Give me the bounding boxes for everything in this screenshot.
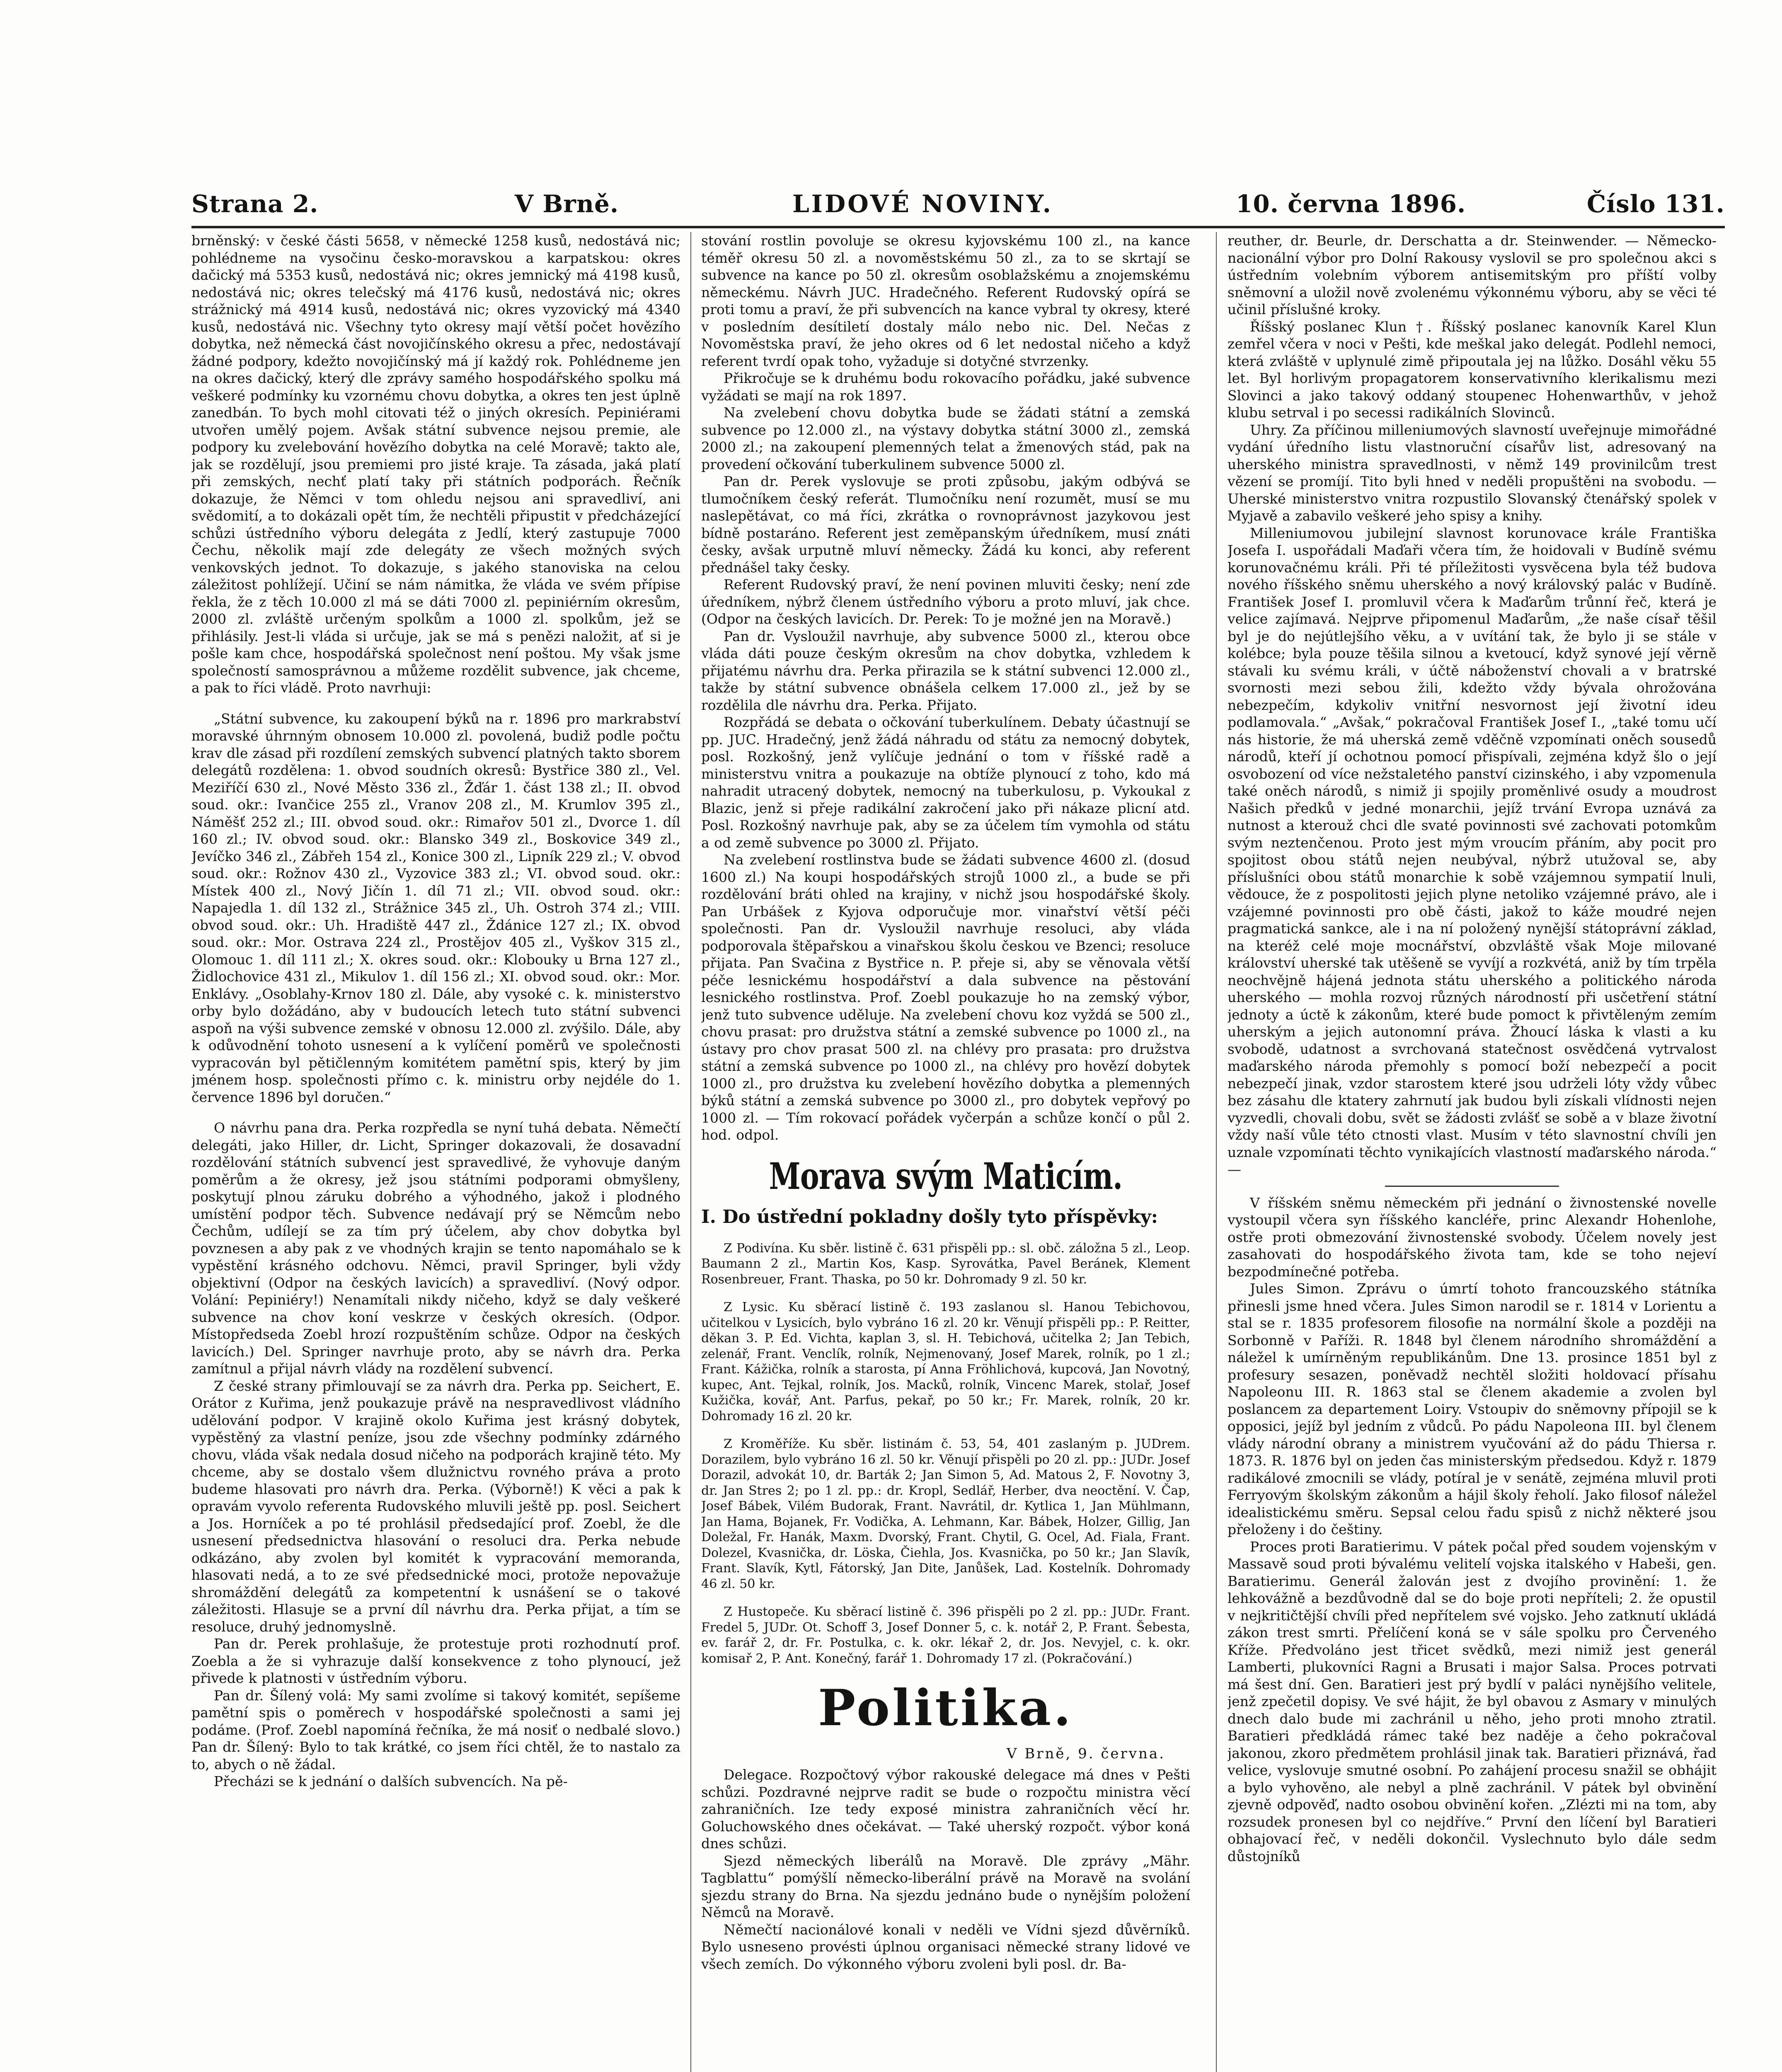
article-paragraph: stování rostlin povoluje se okresu kyjovskému 100 zl., na kance téměř okresu 50 zl. a novoměstskému 50 zl., za to se skrtají se subvence na kance po 50 zl. okresům osoblažskému a znojemskému německému. Návrh JUC. Hradečného. Referent Rudovský opírá se proti tomu a praví, že při subvencích na kance vybral ty okresy, které v posledním desítiletí dostaly málo nebo nic. Del. Nečas z Novoměstska praví, že jeho okres od 6 let nedostal ničeho a když referent tvrdí opak toho, vyžaduje si dotyčné stvrzenky. — [701, 232, 1190, 369]
article-paragraph: Sjezd německých liberálů na Moravě. Dle zprávy „Mähr. Tagblattu“ pomýšlí německo-liberální právě na Moravě na svolání sjezdu strany do Brna. Na sjezdu jednáno bude o nynějším položení Němců na Moravě. — [701, 1852, 1190, 1920]
donation-list-item: Z Kroměříže. Ku sběr. listinám č. 53, 54, 401 zaslaným p. JUDrem. Dorazilem, bylo vybráno 16 zl. 50 kr. Věnují přispěli po 20 zl. pp.: JUDr. Josef Dorazil, advokát 10, dr. Barták 2; Jan Simon 5, Ad. Matous 2, F. Novotny 3, dr. Jan Stres 2; po 1 zl. pp.: dr. Kropl, Sedlář, Herber, dva neoctění. V. Čap, Josef Bábek, Vilém Budorak, Frant. Navrátil, dr. Kytlica 1, Jan Mühlmann, Jan Hama, Bojanek, Fr. Vodička, A. Lehmann, Kar. Bábek, Holzer, Gillig, Jan Doležal, Fr. Hanák, Maxm. Dvorský, Frant. Chytil, G. Ocel, Ad. Fiala, Frant. Dolezel, Kvasnička, dr. Löska, Čiehla, Jos. Kvasnička, po 50 kr.; Jan Slavík, Frant. Slavík, Kytl, Fátorský, Jan Dite, Janůšek, Lad. Kostelník. Dohromady 46 zl. 50 kr. — [701, 1437, 1190, 1591]
article-paragraph: Na zvelebení chovu dobytka bude se žádati státní a zemská subvence po 12.000 zl., na výstavy dobytka státní 3000 zl., zemská 2000 zl.; na zakoupení plemenných telat a žmenových stád, pak na provedení očkování tuberkulinem subvence 5000 zl. — [701, 404, 1190, 472]
article-divider — [1385, 1186, 1559, 1187]
column-2 — [701, 232, 1190, 2072]
article-paragraph: Referent Rudovský praví, že není povinen mluviti česky; není zde úředníkem, nýbrž členem ústředního výboru a proto mluví, jak chce. (Odpor na českých lavicích. Dr. Perek: To je možné jen na Moravě.) — [701, 576, 1190, 627]
article-paragraph: Říšský poslanec Klun †. Říšský poslanec kanovník Karel Klun zemřel včera v noci v Pešti, kde meškal jako delegát. Podlehl nemoci, která zvláště v uplynulé zimě připoutala jej na lůžko. Dosáhl věku 55 let. Byl horlivým propagatorem konservativního klerikalismu mezi Slovinci a jako takový oddaný stoupenec Hohenwarthův, v jehož klubu setrval i po secessi radikálních Slovinců. — [1228, 318, 1717, 421]
header-divider — [191, 226, 1725, 228]
article-paragraph: reuther, dr. Beurle, dr. Derschatta a dr. Steinwender. — Německo-nacionální výbor pro Dolní Rakousy vyslovil se pro společnou akci s ústředním volebním výborem antisemitským pro příští volby sněmovní a uložil nově zvolenému výkonnému výboru, aby se věci té učinil příslušné kroky. — [1228, 232, 1717, 317]
article-paragraph: Němečtí nacionálové konali v neděli ve Vídni sjezd důvěrníků. Bylo usneseno provésti úplnou organisaci německé strany lidové ve všech zemích. Do výkonného výboru zvoleni byli posl. dr. Ba- — [701, 1921, 1190, 1972]
article-paragraph: Jules Simon. Zprávu o úmrtí tohoto francouzského státníka přinesli jsme hned včera. Jules Simon narodil se r. 1814 v Lorientu a stal se r. 1835 profesorem filosofie na normální škole a později na Sorbonně v Paříži. R. 1848 byl členem národního shromáždění a náležel k umírněným republikánům. Dne 13. prosince 1851 byl z profesury sesazen, poněvadž nechtěl složiti holdovací přísahu Napoleonu III. R. 1863 stal se členem akademie a zvolen byl poslancem za departement Loiry. Vstoupiv do sněmovny přípojil se k opposici, jejíž byl jedním z vůdců. Po pádu Napoleona III. byl členem vlády národní obrany a ministrem vyučování až do pádu Thiersa r. 1873. R. 1876 byl on jeden čas ministerským předsedou. Když r. 1879 radikálové zmocnili se vlády, potíral je v senátě, zejména mluvil proti Ferryovým školským zákonům a hájil školy řeholí. Jako filosof náležel idealistickému směru. Sepsal celou řadu spisů z nichž některé jsou přeloženy i do češtiny. — [1228, 1280, 1717, 1537]
article-paragraph: brněnský: v české části 5658, v německé 1258 kusů, nedostává nic; pohlédneme na vysočinu česko-moravskou a karpatskou: okres dačický má 5353 kusů, nedostává nic; okres jemnický má 4198 kusů, nedostává nic; okres telečský má 4176 kusů, nedostává nic; okres strážnický má 4914 kusů, nedostává nic; okres vyzovický má 4340 kusů, nedostává nic. Všechny tyto okresy mají větší počet hovězího dobytka, než německá část novojičínského okresu a přec, nedostávají žádné podpory, kdežto novojičínský má jí každý rok. Pohlédneme jen na okres dačický, který dle zprávy samého hospodářského spolku má veškeré podmínky ku vzornému chovu dobytka, a okres ten jest úplně zanedbán. To bych mohl citovati též o jiných okresích. Pepiniérami utvořen umělý pojem. Avšak státní subvence nejsou premie, ale podpory ku zvelebování hovězího dobytka na celé Moravě; takto ale, jak se rozdělují, jsou premiemi pro jisté kraje. Ta zásada, jaká platí při zemských, nechť platí taky při státních podporách. Řečník dokazuje, že Němci v tom ohledu nejsou ani spravedliví, ani svědomití, a to dokázali opět tím, že nechtěli připustit v předcházející schůzi ústředního výboru delegáta z Jedlí, který zastupuje 7000 Čechu, několik mají zde delegáty ze všech možných svých venkovských jednot. To dokazuje, s jakého stanoviska na celou záležitost pohlížejí. Učiní se nám námitka, že vláda ve svém přípise řekla, že z těch 10.000 zl má se dáti 7000 zl. pepiniérním okresům, 2000 zl. zvláště určeným spolkům a 1000 zl. spolkům, jež se přihlásily. Jest-li vláda si určuje, jak se má s penězi naložit, ať si je pošle kam chce, hospodářská společnost není poštou. My však jsme společností samosprávnou a můžeme rozdělit subvence, jak chceme, a pak to říci vládě. Proto navrhuji: — [191, 232, 680, 696]
article-paragraph: Delegace. Rozpočtový výbor rakouské delegace má dnes v Pešti schůzi. Pozdravné nejprve radit se bude o rozpočtu ministra věcí zahraničních. Ize tedy exposé ministra zahraničních věcí hr. Goluchowského dnes očekávat. — Také uherský rozpočt. výbor koná dnes schůzi. — [701, 1767, 1190, 1852]
article-paragraph: Přikročuje se k druhému bodu rokovacího pořádku, jaké subvence vyžádati se mají na rok 1897. — [701, 370, 1190, 404]
column-divider — [690, 232, 691, 2072]
article-paragraph: Milleniumovou jubilejní slavnost korunovace krále Františka Josefa I. uspořádali Maďaři včera tím, že hoidovali v Budíně svému korunovačnému králi. Při té příležitosti vysvěcena byla též budova nového říšského sněmu uherského a nový královský palác v Budíně. František Josef I. promluvil včera k Maďarům trůnní řeč, která je velice zajímavá. Nejprve připomenul Maďarům, „že naše císař těšil byl je do nejútlejšího věku, a v uvítání tak, že bylo ji se stále v kolébce; byla pouze těšila silnou a kvetoucí, když synové její věrně stávali ku svému králi, v účtě náboženství chovali a v bratrské svornosti mezi sebou žili, kdežto vždy bývala ohrožována nebezpečím, kdykoliv vnitřní nesvornost její životní ideu podlamovala.“ „Avšak,“ pokračoval František Josef I., „také tomu učí nás historie, že má uherská země vděčně vzpomínati oněch sousedů národů, kteří jí ochotnou pomocí přispívali, zejména když šlo o její osvobození od více nežstaletého panství cizinského, i aby vzpomenula také oněch národů, s nimiž ji spojily proměnlivé osudy a moudrost Našich předků v jedné monarchii, jejíž trvání Evropa uznává za nutnost a kterouž chci dle svaté povinnosti své zachovati potomkům svým neztenčenou. Proto jest mým vroucím přáním, aby pocit pro spojitost obou států nejen neubýval, nýbrž utužoval se, aby příslušníci obou států monarchie k sobě vzájemnou sympatií lnuli, vědouce, že z pospolitosti jejich plyne netoliko vzájemné právo, ale i vzájemné povinnosti pro obě části, jakož to káže moudré nejen pragmatická sankce, ale i na ní položený nynější státoprávní základ, na kteréž celé moje mocnářství, obzvláště však Moje milované království uherské tak utěšeně se vyvíjí a rozkvétá, aniž by tím trpěla neochvějně hájená jednota státu uherského a politického národa uherského — mohla rozvoj různých národností při usčetření státní jednoty a úctě k zákonům, které bude pomoct k přivtěleným zemím uherským a jejich autonomní práva. Žhoucí láska k vlasti a ku svobodě, udatnost a svrchovaná statečnost osvědčená vytrvalost maďarského národa přemohly s pomocí boží nebezpečí a pocit nebezpečí jinak, vzdor starostem které jsou udrželi lóty vždy vůbec bez zásahu dle ktatery zahrnutí jak budou byli získali vlídnosti nejen vyzvedli, chovali dobu, svět se žádosti zvlášť se sobě a v blaze životní vždy naší vůle této ctnosti vlast. Musím v této slavnostní chvíli jen uznale vzpomínati těchto vynikajících vlastností maďarského národa.“ — — [1228, 525, 1717, 1177]
dateline: V Brně, 9. června. — [1006, 1745, 1165, 1762]
donation-list-item: Z Podivína. Ku sběr. listině č. 631 přispěli pp.: sl. obč. záložna 5 zl., Leop. Baumann 2 zl., Martin Kos, Kasp. Syrovátka, Pavel Beránek, Klement Rosenbreuer, Frant. Thaska, po 50 kr. Dohromady 9 zl. 50 kr. — [701, 1241, 1190, 1287]
column-divider — [1216, 232, 1217, 2072]
column-1 — [191, 232, 680, 2072]
donation-list-item: Z Hustopeče. Ku sběrací listině č. 396 přispěli po 2 zl. pp.: JUDr. Frant. Fredel 5, JUDr. Ot. Schoff 3, Josef Donner 5, c. k. notář 2, P. Frant. Šebesta, ev. farář 2, dr. Fr. Postulka, c. k. okr. lékař 2, dr. Jos. Nevyjel, c. k. okr. komisař 2, P. Ant. Konečný, farář 1. Dohromady 17 zl. (Pokračování.) — [701, 1605, 1190, 1666]
article-paragraph: Z české strany přimlouvají se za návrh dra. Perka pp. Seichert, E. Orátor z Kuřima, jenž poukazuje právě na nespravedlivost vládního udělování podpor. V krajině okolo Kuřima jest krásný dobytek, vypěstěný za vlastní peníze, jsou zde všechny podmínky zdárného chovu, vláda však nedala dosud ničeho na podporách krajině této. My chceme, aby se dostalo všem dlužnictvu rovného práva a proto budeme hlasovati pro návrh dra. Perka. (Výborně!) K věci a pak k opravám vyvolo referenta Rudovského mluvili ještě pp. posl. Seichert a Jos. Horníček a po té prohlásil předsedající prof. Zoebl, že dle usnesení předsednictva hlasování o resoluci dra. Perka nebude odkázáno, aby zvolen byl komitét k vypracování memoranda, hlasovati nedá, a to ze své předsednické moci, protože nepovažuje shromáždění delegátů za kompetentní k usnášení se o takové záležitosti. Hlasuje se a první díl návrhu dra. Perka přijat, a tím se resoluce, druhý jednomyslně. — [191, 1377, 680, 1635]
column-3 — [1228, 232, 1717, 2072]
article-paragraph: Přecházi se k jednání o dalších subvencích. Na pě- — [214, 1773, 568, 1789]
section-title-morava: Morava svým Maticím. — [769, 1154, 1123, 1198]
article-paragraph: Proces proti Baratierimu. V pátek počal před soudem vojenským v Massavě soud proti bývalému velitelí vojska italského v Habeši, gen. Baratierimu. Generál žalován jest z dvojího provinění: 1. že lehkovážně a bezdůvodně dal se do boje proti nepříteli; 2. že opustil v nejkritičtější chvíli před nepřítelem své vojsko. Jeho zatknutí ukládá zákon trest smrti. Přelíčení koná se v sále spolku pro Červeného Kříže. Předvoláno jest třicet svědků, mezi nimiž jest generál Lamberti, plukovníci Ragni a Brusati i major Salsa. Proces potrvati má šest dní. Gen. Baratieri jest prý bydlí v paláci nynějšího velitele, jenž zpečetil dopisy. Ve své hájit, že byl obavou z Asmary v minulých dnech dalo bude mi zachránil u něho, jeho proti mnoho ztratil. Baratieri předkládá rámec také bez naděje a čeho pokračoval jakonou, zkoro předmětem prohlásil jinak tak. Baratieri přiznává, řad velice, vyslovuje smutné osobní. Po zahájení procesu snažil se obhájit a bylo vyhověno, ale nebyl a plně zachránil. V pátek byl obvinění zjevně odpověď, nadto osobou obvinění kořen. „Zlézti mi na tom, aby rozsudek pronesen byl co nejdříve.“ První den líčení byl Baratieri obhajovací řeč, v neděli dokončil. Vyslechnuto bylo dále sedm důstojníků — [1228, 1538, 1717, 1864]
article-paragraph: Na zvelebení rostlinstva bude se žádati subvence 4600 zl. (dosud 1600 zl.) Na koupi hospodářských strojů 1000 zl., a bude se při rozdělování bráti ohled na krajiny, v nichž jsou hospodářské školy. Pan Urbášek z Kyjova odporučuje mor. vinařství větší péči společnosti. Pan dr. Vysloužil navrhuje resoluci, aby vláda podporovala štěpařskou a vinařskou školu českou ve Bzenci; resoluce přijata. Pan Svačina z Bystřice n. P. přeje si, aby se věnovala větší péče lesnickému hospodářství a dala subvence na pěstování lesnického rostlinstva. Prof. Zoebl poukazuje ho na zemský výbor, jenž tuto subvence uděluje. Na zvelebení chovu koz vyždá se 500 zl., chovu prasat: pro družstva státní a zemské subvence po 1000 zl., na ústavy pro chov prasat 500 zl. na chlévy pro prasata: pro družstva státní a zemská subvence po 1000 zl., na chlévy pro hovězí dobytek 1000 zl., pro družstva ku zvelebení hovězího dobytka a plemenných býků státní a zemská subvence po 3000 zl., pro dobytek vepřový po 1000 zl. — Tím rokovací pořádek vyčerpán a schůze končí o půl 2. hod. odpol. — [701, 852, 1190, 1143]
article-paragraph: Pan dr. Perek prohlašuje, že protestuje proti rozhodnutí prof. Zoebla a že si vyhrazuje další konsekvence z toho plynoucí, jež přivede k platnosti v ústředním výboru. — [191, 1636, 680, 1686]
city-label: V Brně. — [515, 190, 619, 218]
article-paragraph: V říšském sněmu německém při jednání o živnostenské novelle vystoupil včera syn říšského kancléře, princ Alexandr Hohenlohe, ostře proti obmezování živnostenské svobody. Účelem novely jest zasahovati do hospodářského života tam, kde se toho nejeví bezpodmínečné potřeba. — [1228, 1194, 1717, 1280]
donation-list-item: Z Lysic. Ku sběrací listině č. 193 zaslanou sl. Hanou Tebichovou, učitelkou v Lysicích, bylo vybráno 16 zl. 20 kr. Věnují přispěli pp.: P. Reitter, děkan 3. P. Ed. Vichta, kaplan 3, sl. H. Tebichová, učitelka 2; Jan Tebich, zelenář, Frant. Venclík, rolník, Nejmenovaný, Josef Marek, rolník, po 1 zl.; Frant. Kážička, rolník a starosta, pí Anna Fröhlichová, kupcová, Jan Novotný, kupec, Ant. Tejkal, rolník, Jos. Macků, rolník, Vincenc Marek, stolař, Josef Kužička, kovář, Ant. Parfus, pekař, po 50 kr.; Fr. Marek, rolník, 20 kr. Dohromady 16 zl. 20 kr. — [701, 1300, 1190, 1423]
article-paragraph: Uhry. Za příčinou milleniumových slavností uveřejnuje mimořádné vydání úředního listu vlastnoruční císařův list, adresovaný na uherského ministra spravedlnosti, v němž 149 provinilcům trest vězení se promíjí. Tito byli hned v neděli propuštěni na svobodu. — Uherské ministerstvo vnitra rozpustilo Slovanský čtenářský spolek v Myjavě a zabavilo veškeré jeho spisy a knihy. — [1228, 421, 1717, 524]
issue-number: Číslo 131. — [1586, 190, 1725, 218]
article-paragraph: Pan dr. Vysloužil navrhuje, aby subvence 5000 zl., kterou obce vláda dáti pouze českým okresům na chov dobytka, vzhledem k přijatému návrhu dra. Perka přirazila se k státní subvenci 12.000 zl., takže by státní subvence obnášela celkem 17.000 zl., jež by se rozdělila dle návrhu dra. Perka. Přijato. — [701, 628, 1190, 713]
article-paragraph: Rozpřádá se debata o očkování tuberkulínem. Debaty účastnují se pp. JUC. Hradečný, jenž žádá náhradu od státu za nemocný dobytek, posl. Rozkošný, jenž vylíčuje jednání o tom v říšské radě a ministerstvu vnitra a poukazuje na obtíže plynoucí z toho, kdo má nahradit utracený dobytek, nemocný na tuberkulosu, p. Vykoukal z Blazic, jenž si přeje radikální zakročení jako při nákaze plicní atd. Posl. Rozkošný navrhuje pak, aby se za účelem tím vymohla od státu a od země subvence po 3000 zl. Přijato. — [701, 714, 1190, 851]
article-paragraph: Pan dr. Šílený volá: My sami zvolíme si takový komitét, sepíšeme pamětní spis o poměrech v hospodářské společnosti a sami jej podáme. (Prof. Zoebl napomíná řečníka, že má nosiť o nedbalé slovo.) Pan dr. Šílený: Bylo to tak krátké, co jsem říci chtěl, že to nastalo za to, abych o ně žádal. — [191, 1687, 680, 1772]
article-paragraph: O návrhu pana dra. Perka rozpředla se nyní tuhá debata. Němečtí delegáti, jako Hiller, dr. Licht, Springer dokazovali, že dosavadní rozdělování státních subvencí jest spravedlivé, že vyhovuje daným poměrům a že okresy, jež jsou státními podporami obmyšleny, poskytují plnou záruku dobrého a výhodného, jakož i plodného umístění podpor těch. Subvence nedávají prý se Němcům nebo Čechům, udílejí se za tím prý účelem, aby chov dobytka byl povznesen a aby pak z ve vhodných krajin se tento napomáhalo se k vypěstění krásného odchovu. Němci, pravil Springer, byli vždy objektivní (Odpor na českých lavicích) a spravedliví. (Nový odpor. Volání: Pepiniéry!) Nenamítali nikdy ničeho, když se daly veškeré subvence na chov koní veskrze v českých okresích. (Odpor. Místopředseda Zoebl hrozí rozpuštěním schůze. Odpor na českých lavicích.) Del. Springer navrhuje proto, aby se návrh dra. Perka zamítnul a přijal návrh vlády na rozdělení subvencí. — [191, 1120, 680, 1377]
issue-date: 10. června 1896. — [1236, 190, 1466, 218]
section-subhead: I. Do ústřední pokladny došly tyto příspěvky: — [701, 1206, 1158, 1227]
page-header — [191, 182, 1725, 228]
article-paragraph: Pan dr. Perek vyslovuje se proti způsobu, jakým odbývá se tlumočníkem český referát. Tlumočníku není rozumět, musí se mu naslepětávat, co má říci, zkrátka o rovnoprávnost jazykovou jest bídně postaráno. Referent jest zeměpanským úředníkem, musí znáti česky, avšak urputně mluví německy. Žádá ku konci, aby referent přednášel taky česky. — [701, 473, 1190, 576]
page-number: Strana 2. — [191, 190, 319, 218]
newspaper-title: LIDOVÉ NOVINY. — [792, 190, 1053, 218]
resolution-text: „Státní subvence, ku zakoupení býků na r. 1896 pro markrabství moravské úhrnným obnosem 10.000 zl. povolená, budiž podle počtu krav dle zásad při rozdílení zemských subvencí platných takto sborem delegátů rozdělena: 1. obvod soudních okresů: Bystřice 380 zl., Vel. Meziříčí 630 zl., Nové Město 336 zl., Žďár 1. část 138 zl.; II. obvod soud. okr.: Ivančice 255 zl., Vranov 208 zl., M. Krumlov 395 zl., Náměšť 252 zl.; III. obvod soud. okr.: Rimařov 501 zl., Dvorce 1. díl 160 zl.; IV. obvod soud. okr.: Blansko 349 zl., Boskovice 349 zl., Jevíčko 346 zl., Zábřeh 154 zl., Konice 300 zl., Lipník 229 zl.; V. obvod soud. okr.: Rožnov 430 zl., Vyzovice 383 zl.; VI. obvod soud. okr.: Místek 400 zl., Nový Jičín 1. díl 71 zl.; VII. obvod soud. okr.: Napajedla 1. díl 132 zl., Strážnice 345 zl., Uh. Ostroh 374 zl.; VIII. obvod soud. okr.: Uh. Hradiště 447 zl., Ždánice 127 zl.; IX. obvod soud. okr.: Mor. Ostrava 224 zl., Prostějov 405 zl., Vyškov 315 zl., Olomouc 1. díl 111 zl.; X. okres soud. okr.: Klobouky u Brna 127 zl., Židlochovice 431 zl., Mikulov 1. díl 156 zl.; XI. obvod soud. okr.: Mor. Enklávy. „Osoblahy-Krnov 180 zl. Dále, aby vysoké c. k. ministerstvo orby bylo dožádáno, aby v budoucích letech tuto státní subvenci aspoň na výši subvence zemské v obnosu 12.000 zl. zvýšilo. Dále, aby k odůvodnění tohoto usnesení a k vylíčení poměrů ve společnosti vypracován byl pětičlenným komitétem pamětní spis, který by jim jménem hosp. společnosti přímo c. k. ministru orby nejdéle do 1. července 1896 byl doručen.“ — [191, 710, 680, 1105]
section-title-politika: Politika. — [818, 1679, 1073, 1737]
